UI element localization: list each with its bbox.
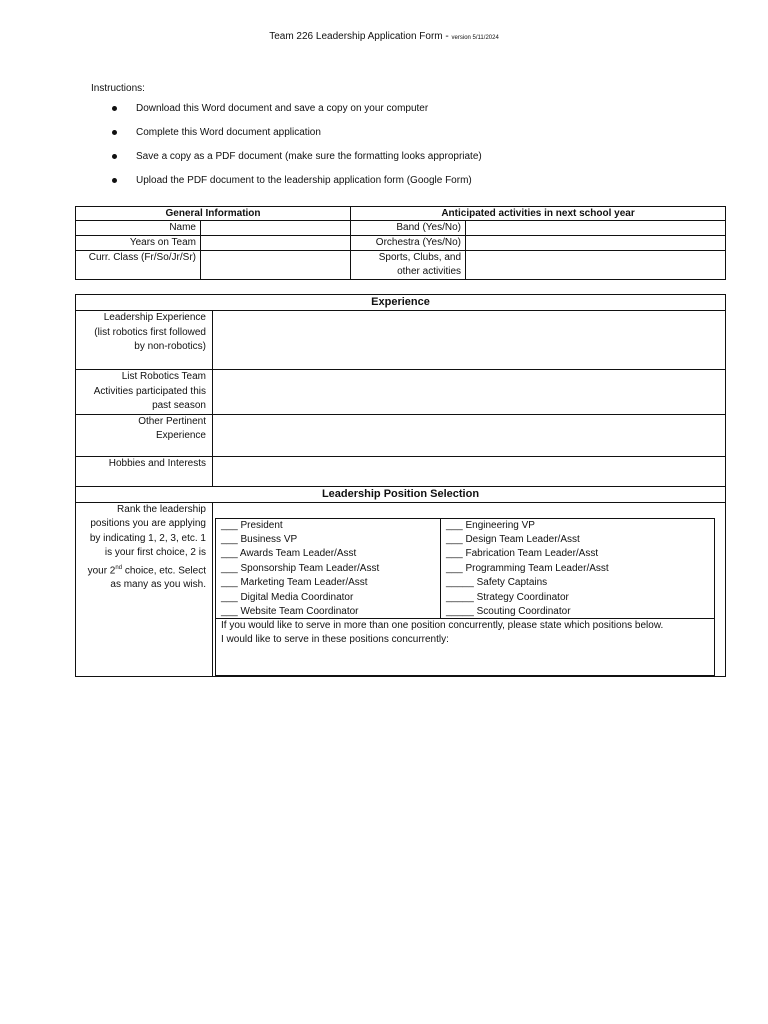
rank-line	[80, 561, 206, 579]
position-option[interactable]: ___ Programming Team Leader/Asst	[446, 562, 609, 574]
bullet-icon	[112, 154, 117, 159]
form-title	[0, 31, 768, 42]
position-option[interactable]: ___ Design Team Leader/Asst	[446, 533, 580, 545]
activities-header: Anticipated activities in next school year	[351, 207, 726, 221]
general-information-table	[75, 206, 726, 280]
instruction-text: Save a copy as a PDF document (make sure the formatting looks appropriate)	[136, 151, 482, 162]
label-line: Activities participated this	[93, 385, 206, 397]
position-option[interactable]: ___ Marketing Team Leader/Asst	[221, 577, 368, 589]
rank-line: positions you are applying	[90, 518, 206, 529]
positions-grid	[216, 519, 714, 619]
rank-line: as many as you wish.	[110, 579, 206, 591]
positions-right-column	[441, 519, 714, 618]
instruction-item	[112, 125, 482, 149]
other-experience-label	[76, 414, 213, 456]
position-option[interactable]: _____ Scouting Coordinator	[446, 605, 571, 617]
position-option[interactable]: ___ Business VP	[221, 533, 298, 545]
robotics-activities-label	[76, 370, 213, 415]
leadership-position-header: Leadership Position Selection	[76, 486, 726, 502]
orchestra-label: Orchestra (Yes/No)	[351, 236, 466, 251]
rank-text: your 2	[87, 564, 116, 576]
instructions-label: Instructions:	[91, 83, 145, 94]
rank-text: choice, etc. Select	[122, 564, 206, 576]
instruction-text: Download this Word document and save a copy on your computer	[136, 103, 429, 114]
hobbies-label	[76, 456, 213, 486]
rank-line: Rank the leadership	[117, 503, 206, 515]
concurrent-positions-field[interactable]	[216, 619, 714, 648]
class-label: Curr. Class (Fr/So/Jr/Sr)	[76, 251, 201, 280]
instruction-item	[112, 101, 482, 125]
experience-header: Experience	[76, 295, 726, 311]
position-selection-box	[215, 518, 715, 676]
position-option[interactable]: _____ Safety Captains	[446, 577, 548, 589]
label-line: List Robotics Team	[121, 371, 206, 382]
general-info-header: General Information	[76, 207, 351, 221]
instruction-item	[112, 173, 482, 197]
sports-label-line: Sports, Clubs, and	[378, 252, 462, 263]
leadership-experience-label	[76, 311, 213, 370]
position-option[interactable]: ___ Awards Team Leader/Asst	[221, 548, 357, 560]
bullet-icon	[112, 106, 117, 111]
label-line: Experience	[155, 430, 206, 441]
label-line: by non-robotics)	[134, 341, 206, 352]
label-line: Leadership Experience	[103, 312, 206, 323]
position-option[interactable]: ___ Fabrication Team Leader/Asst	[446, 548, 599, 560]
instructions-list	[112, 101, 482, 197]
rank-instructions	[76, 502, 213, 676]
experience-table	[75, 294, 726, 677]
positions-left-column	[216, 519, 441, 618]
label-line: Hobbies and Interests	[108, 457, 206, 469]
label-line: past season	[152, 400, 206, 411]
bullet-icon	[112, 130, 117, 135]
concurrent-text: If you would like to serve in more than one position concurrently, please state which positions below.	[221, 619, 664, 631]
robotics-activities-field[interactable]	[213, 370, 726, 415]
leadership-experience-field[interactable]	[213, 311, 726, 370]
version-text: version 5/11/2024	[451, 35, 499, 41]
band-label: Band (Yes/No)	[351, 221, 466, 236]
position-option[interactable]: ___ Website Team Coordinator	[221, 605, 359, 617]
name-label: Name	[76, 221, 201, 236]
instruction-item	[112, 149, 482, 173]
rank-line: by indicating 1, 2, 3, etc. 1	[89, 532, 206, 544]
label-line: Other Pertinent	[138, 415, 206, 427]
concurrent-text: I would like to serve in these positions concurrently:	[221, 634, 449, 645]
name-field[interactable]	[201, 221, 351, 236]
sports-field[interactable]	[466, 251, 726, 280]
sports-label	[351, 251, 466, 280]
title-text: Team 226 Leadership Application Form -	[269, 31, 449, 42]
rank-sup: nd	[115, 564, 123, 571]
instruction-text: Complete this Word document application	[136, 127, 321, 138]
years-on-team-label: Years on Team	[76, 236, 201, 251]
bullet-icon	[112, 178, 117, 183]
position-option[interactable]: ___ Sponsorship Team Leader/Asst	[221, 562, 380, 574]
years-on-team-field[interactable]	[201, 236, 351, 251]
class-field[interactable]	[201, 251, 351, 280]
label-line: (list robotics first followed	[94, 326, 206, 338]
position-selection-cell	[213, 502, 726, 676]
orchestra-field[interactable]	[466, 236, 726, 251]
band-field[interactable]	[466, 221, 726, 236]
hobbies-field[interactable]	[213, 456, 726, 486]
position-option[interactable]: ___ Digital Media Coordinator	[221, 591, 354, 603]
instruction-text: Upload the PDF document to the leadership application form (Google Form)	[136, 175, 472, 186]
rank-line: is your first choice, 2 is	[104, 547, 206, 558]
position-option[interactable]: _____ Strategy Coordinator	[446, 591, 569, 603]
other-experience-field[interactable]	[213, 414, 726, 456]
position-option[interactable]: ___ Engineering VP	[446, 519, 535, 531]
sports-label-line: other activities	[397, 266, 462, 277]
position-option[interactable]: ___ President	[221, 519, 283, 531]
